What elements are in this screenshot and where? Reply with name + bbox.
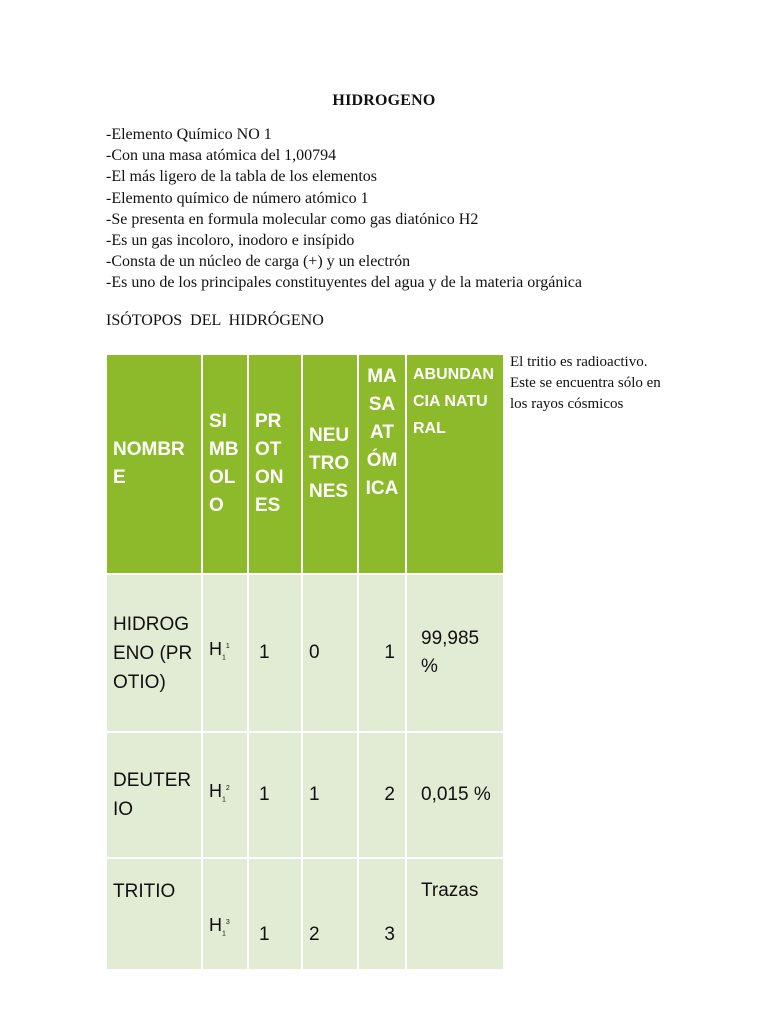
cell-neutrones: 2: [302, 858, 358, 970]
cell-simbolo: [202, 732, 248, 858]
fact-item: -Elemento Químico NO 1: [106, 126, 272, 143]
cell-abundancia: Trazas: [406, 858, 504, 970]
header-nombre: NOMBRE: [106, 354, 202, 574]
cell-nombre: TRITIO: [106, 858, 202, 970]
cell-masa: 1: [358, 574, 406, 732]
fact-item: -Es uno de los principales constituyentes del agua y de la materia orgánica: [106, 274, 582, 292]
cell-neutrones: 1: [302, 732, 358, 858]
cell-nombre: DEUTERIO: [106, 732, 202, 858]
fact-item: -Con una masa atómica del 1,00794: [106, 147, 337, 165]
cell-simbolo: [202, 574, 248, 732]
cell-nombre: HIDROGENO (PROTIO): [106, 574, 202, 732]
facts-list: [106, 124, 666, 294]
symbol-subscript: 1: [222, 796, 226, 804]
header-neutrones: NEUTRONES: [302, 354, 358, 574]
symbol-superscript: 3: [225, 919, 230, 927]
table-row: [106, 574, 504, 732]
fact-item: -Se presenta en formula molecular como gas diatónico H2: [106, 210, 479, 228]
cell-masa: 3: [358, 858, 406, 970]
symbol-letter: H: [209, 781, 222, 802]
header-protones: PROTONES: [248, 354, 302, 574]
isotopes-table-wrapper: [105, 353, 505, 971]
table-row: [106, 732, 504, 858]
symbol-subscript: 1: [222, 654, 226, 662]
tritium-note: El tritio es radioactivo. Este se encuentra sólo en los rayos cósmicos: [510, 354, 661, 412]
cell-protones: 1: [248, 574, 302, 732]
cell-protones: 1: [248, 858, 302, 970]
symbol-letter: H: [209, 639, 222, 660]
table-header-row: [106, 354, 504, 574]
symbol-subscript: 1: [222, 931, 226, 938]
fact-item: -Consta de un núcleo de carga (+) y un electrón: [106, 253, 411, 271]
header-simbolo: SIMBOLO: [202, 354, 248, 574]
isotopes-table: [105, 353, 505, 971]
fact-item: -Elemento químico de número atómico 1: [106, 189, 369, 207]
cell-simbolo: [202, 858, 248, 970]
fact-item: -Es un gas incoloro, inodoro e insípido: [106, 232, 355, 250]
isotopes-heading: ISÓTOPOS DEL HIDRÓGENO: [106, 312, 324, 329]
header-abundancia: ABUNDANCIA NATURAL: [406, 354, 504, 574]
header-masa-atomica: MASA ATÓMICA: [358, 354, 406, 574]
symbol-superscript: 2: [225, 785, 230, 793]
cell-abundancia: 0,015 %: [406, 732, 504, 858]
document-title: HIDROGENO: [332, 92, 436, 109]
table-row: [106, 858, 504, 970]
fact-item: -El más ligero de la tabla de los elementos: [106, 168, 378, 186]
cell-protones: 1: [248, 732, 302, 858]
cell-neutrones: 0: [302, 574, 358, 732]
cell-abundancia: 99,985 %: [406, 574, 504, 732]
cell-masa: 2: [358, 732, 406, 858]
symbol-letter: H: [209, 915, 222, 936]
symbol-superscript: 1: [225, 643, 230, 651]
